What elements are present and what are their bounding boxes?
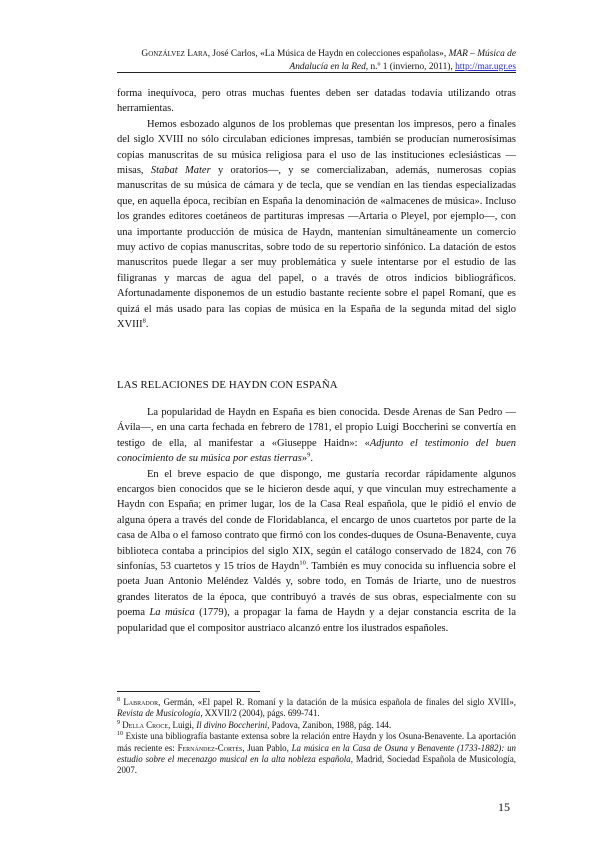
footnote-ref[interactable]: 8 — [142, 317, 146, 325]
footnote — [117, 720, 516, 731]
paragraph-text: . También es muy conocida su influencia sobre el poeta Juan Antonio Meléndez Valdés y, sobre todo, en Tomás de Iriarte, uno de nuestros grandes literatos de la época, que contribuyó a través de sus obras, especialmente con su poema — [117, 561, 516, 619]
footnote-number: 9 — [117, 719, 120, 726]
paragraph-text: (1779), a propagar la fama de Haydn y a dejar constancia escrita de la popularidad que el compositor austriaco alcanzó entre los ilustrados españoles. — [117, 607, 516, 634]
footnote-number: 10 — [117, 731, 123, 738]
footnote-text: , XXVII/2 (2004), págs. 699-741. — [200, 708, 320, 719]
header-issue: , n.º 1 (invierno, 2011), — [365, 61, 456, 72]
body-section — [117, 405, 516, 636]
footnote-text: , Luigi, — [168, 719, 197, 730]
footnote-ref[interactable]: 9 — [307, 451, 311, 459]
footnote-text: , Madrid, Sociedad Española de Musicología, 2007. — [117, 754, 517, 776]
paragraph: forma inequívoca, pero otras muchas fuentes deben ser datadas todavía utilizando otras herramientas. — [117, 88, 516, 115]
footnote-book: Il divino Boccherini — [196, 719, 268, 730]
page-number: 15 — [498, 800, 510, 814]
footnotes — [117, 697, 516, 777]
quote-close: » — [301, 453, 308, 465]
footnote-author: Fernández-Cortés — [177, 742, 243, 753]
running-header — [120, 48, 516, 73]
paragraph-end: . — [145, 319, 149, 331]
footnote-text: , Germán, «El papel R. Romaní y la datación de la música española de finales del siglo XVIII», — [158, 697, 516, 707]
body-top — [117, 86, 516, 333]
footnote-text: , Padova, Zanibon, 1988, pág. 144. — [267, 719, 392, 730]
footnote-journal: Revista de Musicología — [117, 708, 201, 719]
quote-italic: Adjunto el testimonio del buen conocimiento de su música por estas tierras — [117, 437, 516, 465]
footnote-text: Existe una bibliografía bastante extensa sobre la relación entre Haydn y los Osuna-Benavente. La aportación más reciente es: — [117, 731, 516, 753]
footnote — [117, 731, 516, 777]
paragraph-text: Hemos esbozado algunos de los problemas que presentan los impresos, pero a finales del siglo XVIII no sólo circulaban ediciones impresas, también se producían numerosísimas copias manuscritas de su música religiosa para el uso de las instituciones eclesiásticas —misas, — [117, 118, 516, 177]
paragraph-text: y oratorios—, y se comercializaban, además, numerosas copias manuscritas de su música de cámara y de tecla, que se vendían en las tiendas especializadas que, en aquella época, recibían en España la denominación de «almacenes de música». Incluso los grandes editores coetáneos de partituras impresas —Artaria o Pleyel, por ejemplo—, con una importante producción de música de Haydn, mantenían simultáneamente un comercio muy activo de copias manuscritas, sobre todo de su repertorio sinfónico. La datación de estos manuscritos puede llegar a ser muy problemática y suele intentarse por el estudio de las filigranas y marcas de agua del papel, o a través de otros indicios bibliográficos. Afortunadamente disponemos de un estudio bastante reciente sobre el papel Romaní, que es quizá el más usado para las copias de música en la España de la segunda mitad del siglo XVIII — [117, 165, 517, 331]
footnote-author: Della Croce — [122, 719, 169, 730]
paragraph-text: En el breve espacio de que dispongo, me gustaría recordar rápidamente algunos encargos bien conocidos que se le hicieron desde aquí, y que vinculan muy estrechamente a Haydn con España; en primer lugar, los de la Casa Real española, que le pidió el envío de alguna ópera a través del conde de Floridablanca, el encargo de unos cuartetos por parte de la casa de Alba o el famoso contrato que firmó con los condes-duques de Osuna-Benavente, cuya biblioteca contaba a principios del siglo XIX, según el catálogo conservado de 1824, con 76 sinfonías, 53 cuartetos y 15 tríos de Haydn — [117, 468, 516, 573]
header-article: , José Carlos, «La Música de Haydn en colecciones españolas», — [207, 49, 449, 59]
paragraph-end: . — [310, 453, 314, 465]
footnote-number: 8 — [117, 697, 120, 704]
header-journal: MAR – Música de Andalucía en la Red — [289, 49, 516, 72]
italic-term: Stabat Mater — [150, 165, 211, 177]
paragraph — [117, 405, 516, 467]
footnote-text: , Juan Pablo, — [242, 742, 292, 753]
header-author: Gonzálvez Lara — [141, 49, 208, 59]
footnote — [117, 697, 516, 720]
footnote-author: Labrador — [123, 697, 159, 707]
footnote-rule — [117, 691, 260, 692]
section-title: LAS RELACIONES DE HAYDN CON ESPAÑA — [117, 379, 338, 391]
paragraph-text: La popularidad de Haydn en España es bien conocida. Desde Arenas de San Pedro —Ávila—, en una carta fechada en febrero de 1781, el propio Luigi Boccherini se convertía en testigo de ella, al manifestar a «Giuseppe Haidn»: « — [117, 407, 516, 449]
footnote-book: La música en la Casa de Osuna y Benavente (1733-1882): un estudio sobre el mecenazgo musical en la alta nobleza española — [117, 742, 516, 765]
header-url-link[interactable]: http://mar.ugr.es — [455, 61, 516, 72]
footnote-ref[interactable]: 10 — [299, 559, 306, 567]
paragraph — [117, 117, 516, 333]
poem-title: La música — [149, 607, 195, 619]
paragraph — [117, 467, 516, 636]
header-rule — [117, 72, 516, 73]
